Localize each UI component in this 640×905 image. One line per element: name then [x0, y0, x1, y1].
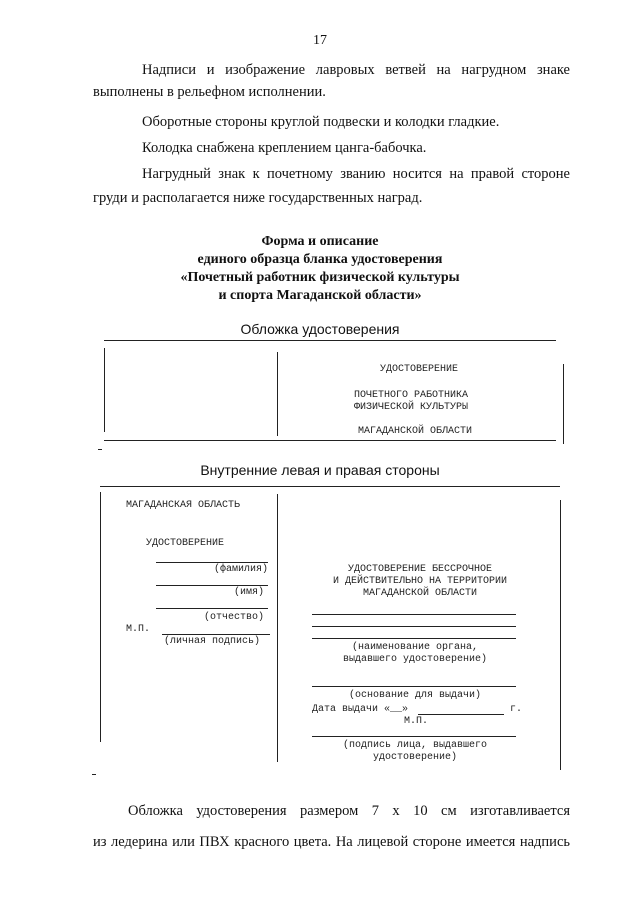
surname-label: (фамилия): [213, 564, 268, 575]
cover-top-border: [104, 340, 556, 341]
inner-right-border: [560, 500, 561, 770]
bottom-paragraph-line-1: Обложка удостоверения размером 7 х 10 см изготавливается: [128, 803, 570, 819]
signer-line: [312, 736, 516, 737]
form-title: [0, 233, 640, 305]
inner-left-border: [100, 492, 101, 742]
paragraph-1-line-1: Надписи и изображение лавровых ветвей на нагрудном знаке: [142, 62, 570, 78]
basis-label: (основание для выдачи): [348, 690, 482, 701]
cover-caption: Обложка удостоверения: [240, 321, 400, 337]
cover-right-border: [563, 364, 564, 444]
issue-year-suffix: г.: [510, 704, 523, 715]
patronymic-line: [156, 608, 268, 609]
paragraph-4-line-2: груди и располагается ниже государственных наград.: [93, 190, 423, 206]
cover-text-2: ПОЧЕТНОГО РАБОТНИКА: [354, 390, 469, 401]
basis-line: [312, 686, 516, 687]
inner-corner-mark: [92, 774, 96, 775]
cover-corner-mark: [98, 449, 102, 450]
validity-text-1: УДОСТОВЕРЕНИЕ БЕССРОЧНОЕ: [347, 564, 493, 575]
right-stamp-label: М.П.: [404, 716, 429, 727]
inner-top-border: [100, 486, 560, 487]
paragraph-4-line-1: Нагрудный знак к почетному званию носится на правой стороне: [142, 166, 570, 182]
cover-fold-line: [277, 352, 278, 436]
paragraph-1-line-2: выполнены в рельефном исполнении.: [93, 84, 326, 100]
organ-line-2: [312, 626, 516, 627]
name-line: [156, 585, 268, 586]
issue-date-label: Дата выдачи «__»: [312, 704, 409, 715]
issue-date-line: [418, 714, 504, 715]
cover-text-1: УДОСТОВЕРЕНИЕ: [380, 364, 459, 375]
inner-left-region: МАГАДАНСКАЯ ОБЛАСТЬ: [126, 500, 241, 511]
validity-text-2: И ДЕЙСТВИТЕЛЬНО НА ТЕРРИТОРИИ: [332, 576, 508, 587]
cover-text-4: МАГАДАНСКОЙ ОБЛАСТИ: [358, 426, 473, 437]
page-number: 17: [313, 33, 327, 48]
signer-label-1: (подпись лица, выдавшего: [342, 740, 488, 751]
signature-label: (личная подпись): [164, 636, 261, 647]
paragraph-3: Колодка снабжена креплением цанга-бабочка.: [142, 140, 427, 156]
organ-line-1: [312, 614, 516, 615]
signature-line: [162, 634, 270, 635]
form-title-line-4: и спорта Магаданской области»: [218, 288, 422, 303]
name-label: (имя): [233, 587, 264, 598]
patronymic-label: (отчество): [203, 612, 264, 623]
cover-left-border: [104, 348, 105, 432]
inner-caption: Внутренние левая и правая стороны: [200, 462, 440, 478]
organ-label-1: (наименование органа,: [351, 642, 479, 653]
validity-text-3: МАГАДАНСКОЙ ОБЛАСТИ: [362, 588, 478, 599]
inner-fold-line: [277, 494, 278, 762]
form-title-line-1: Форма и описание: [261, 234, 379, 249]
cover-bottom-border: [104, 440, 556, 441]
inner-left-title: УДОСТОВЕРЕНИЕ: [146, 538, 225, 549]
form-title-line-3: «Почетный работник физической культуры: [180, 270, 460, 285]
cover-text-3: ФИЗИЧЕСКОЙ КУЛЬТУРЫ: [354, 402, 469, 413]
surname-line: [156, 562, 268, 563]
signer-label-2: удостоверение): [372, 752, 457, 763]
form-title-line-2: единого образца бланка удостоверения: [197, 252, 443, 267]
organ-label-2: выдавшего удостоверение): [342, 654, 488, 665]
left-stamp-label: М.П.: [126, 624, 151, 635]
organ-line-3: [312, 638, 516, 639]
paragraph-2: Оборотные стороны круглой подвески и колодки гладкие.: [142, 114, 500, 130]
bottom-paragraph-line-2: из ледерина или ПВХ красного цвета. На лицевой стороне имеется надпись: [93, 834, 570, 850]
